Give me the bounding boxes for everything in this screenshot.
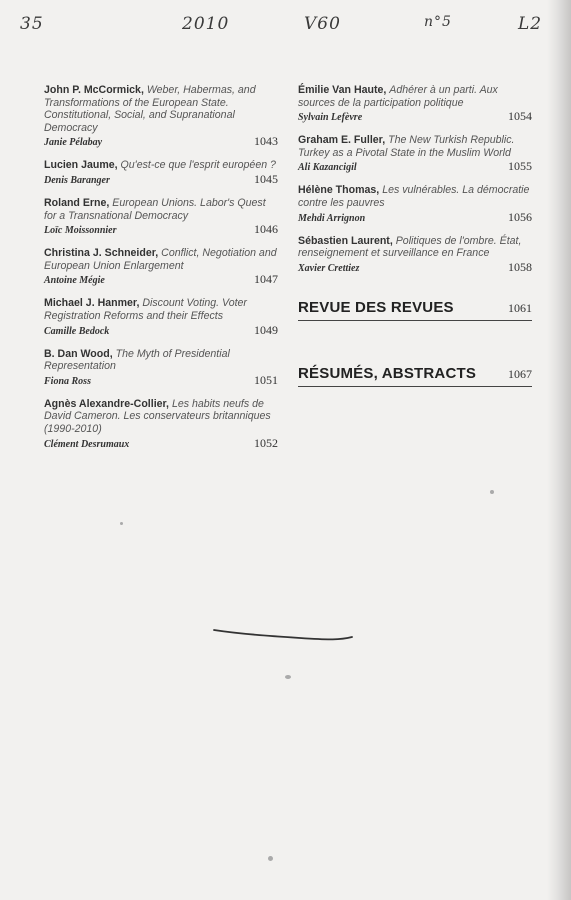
review-entry [44, 398, 278, 451]
entry-page-number: 1058 [508, 259, 532, 274]
review-entry [44, 159, 278, 187]
entry-title: Discount Voting. Voter Registration Reforms and their Effects [44, 297, 247, 322]
entry-reviewer: Sylvain Lefèvre [298, 112, 363, 124]
section-page-number: 1067 [508, 366, 532, 381]
review-entry [298, 235, 532, 275]
review-entry [44, 84, 278, 149]
entry-page-number: 1047 [254, 272, 278, 287]
entry-author: Michael J. Hanmer, [44, 297, 140, 310]
entry-page-number: 1046 [254, 222, 278, 237]
paper-speck [285, 675, 291, 679]
entry-reviewer: Xavier Crettiez [298, 262, 360, 274]
section-resumes-abstracts [298, 365, 532, 387]
entry-author: Hélène Thomas, [298, 184, 380, 197]
entry-title: European Unions. Labor's Quest for a Transnational Democracy [44, 196, 266, 222]
entry-author: Lucien Jaume, [44, 159, 118, 172]
entry-author: B. Dan Wood, [44, 347, 113, 360]
entry-reviewer: Ali Kazancigil [298, 162, 357, 174]
entry-title: Les vulnérables. La démocratie contre les pauvres [298, 184, 530, 209]
entry-title: Weber, Habermas, and Transformations of the European State. Constitutional, Social, and Supranational Democracy [44, 84, 256, 134]
entry-title: Adhérer à un parti. Aux sources de la participation politique [298, 84, 498, 109]
entry-reviewer: Janie Pélabay [44, 137, 103, 149]
entry-page-number: 1043 [254, 134, 278, 149]
entry-title: Les habits neufs de David Cameron. Les conservateurs britanniques (1990-2010) [44, 397, 271, 435]
entry-reviewer: Clément Desrumaux [44, 438, 130, 450]
review-entry [44, 297, 278, 337]
handwritten-note-number: n°5 [424, 14, 452, 30]
entry-author: Graham E. Fuller, [298, 134, 386, 147]
section-title: REVUE DES REVUES [298, 298, 454, 316]
handwritten-note-volume: V60 [304, 14, 341, 34]
entry-reviewer: Loïc Moissonnier [44, 225, 117, 237]
pen-scribble-mark [210, 624, 360, 648]
entry-page-number: 1056 [508, 209, 532, 224]
right-column [298, 84, 532, 387]
entry-reviewer: Denis Baranger [44, 174, 110, 186]
review-entry [44, 247, 278, 287]
handwritten-note-year: 2010 [182, 14, 230, 34]
entry-author: Émilie Van Haute, [298, 84, 387, 96]
section-page-number: 1061 [508, 300, 532, 315]
entry-page-number: 1055 [508, 159, 532, 174]
paper-speck [268, 856, 273, 861]
review-entry [298, 184, 532, 224]
entry-title: The Myth of Presidential Representation [44, 347, 230, 373]
entry-reviewer: Antoine Mégie [44, 275, 105, 287]
entry-reviewer: Fiona Ross [44, 375, 91, 387]
handwritten-note-1: 35 [20, 14, 44, 34]
entry-author: Roland Erne, [44, 196, 110, 209]
entry-title: The New Turkish Republic. Turkey as a Pivotal State in the Muslim World [298, 134, 515, 159]
review-entry [44, 197, 278, 237]
section-title: RÉSUMÉS, ABSTRACTS [298, 364, 477, 382]
page-edge-shadow [547, 0, 571, 900]
entry-page-number: 1045 [254, 171, 278, 186]
entry-author: John P. McCormick, [44, 84, 144, 96]
entry-author: Agnès Alexandre-Collier, [44, 397, 170, 410]
entry-title: Politiques de l'ombre. État, renseignement et surveillance en France [298, 234, 522, 260]
review-entry [298, 84, 532, 124]
entry-reviewer: Camille Bedock [44, 325, 110, 337]
entry-page-number: 1049 [254, 322, 278, 337]
entry-author: Christina J. Schneider, [44, 247, 159, 260]
entry-author: Sébastien Laurent, [298, 234, 393, 247]
section-revue-des-revues [298, 299, 532, 321]
entry-title: Conflict, Negotiation and European Union Enlargement [44, 247, 277, 272]
entry-title: Qu'est-ce que l'esprit européen ? [120, 159, 276, 172]
entry-page-number: 1051 [254, 372, 278, 387]
entry-page-number: 1054 [508, 109, 532, 124]
handwritten-note-shelf: L2 [518, 14, 543, 34]
review-entry [44, 348, 278, 388]
paper-speck [120, 522, 123, 525]
paper-speck [490, 490, 494, 494]
entry-reviewer: Mehdi Arrignon [298, 212, 366, 224]
entry-page-number: 1052 [254, 435, 278, 450]
left-column [44, 84, 278, 461]
review-entry [298, 134, 532, 174]
